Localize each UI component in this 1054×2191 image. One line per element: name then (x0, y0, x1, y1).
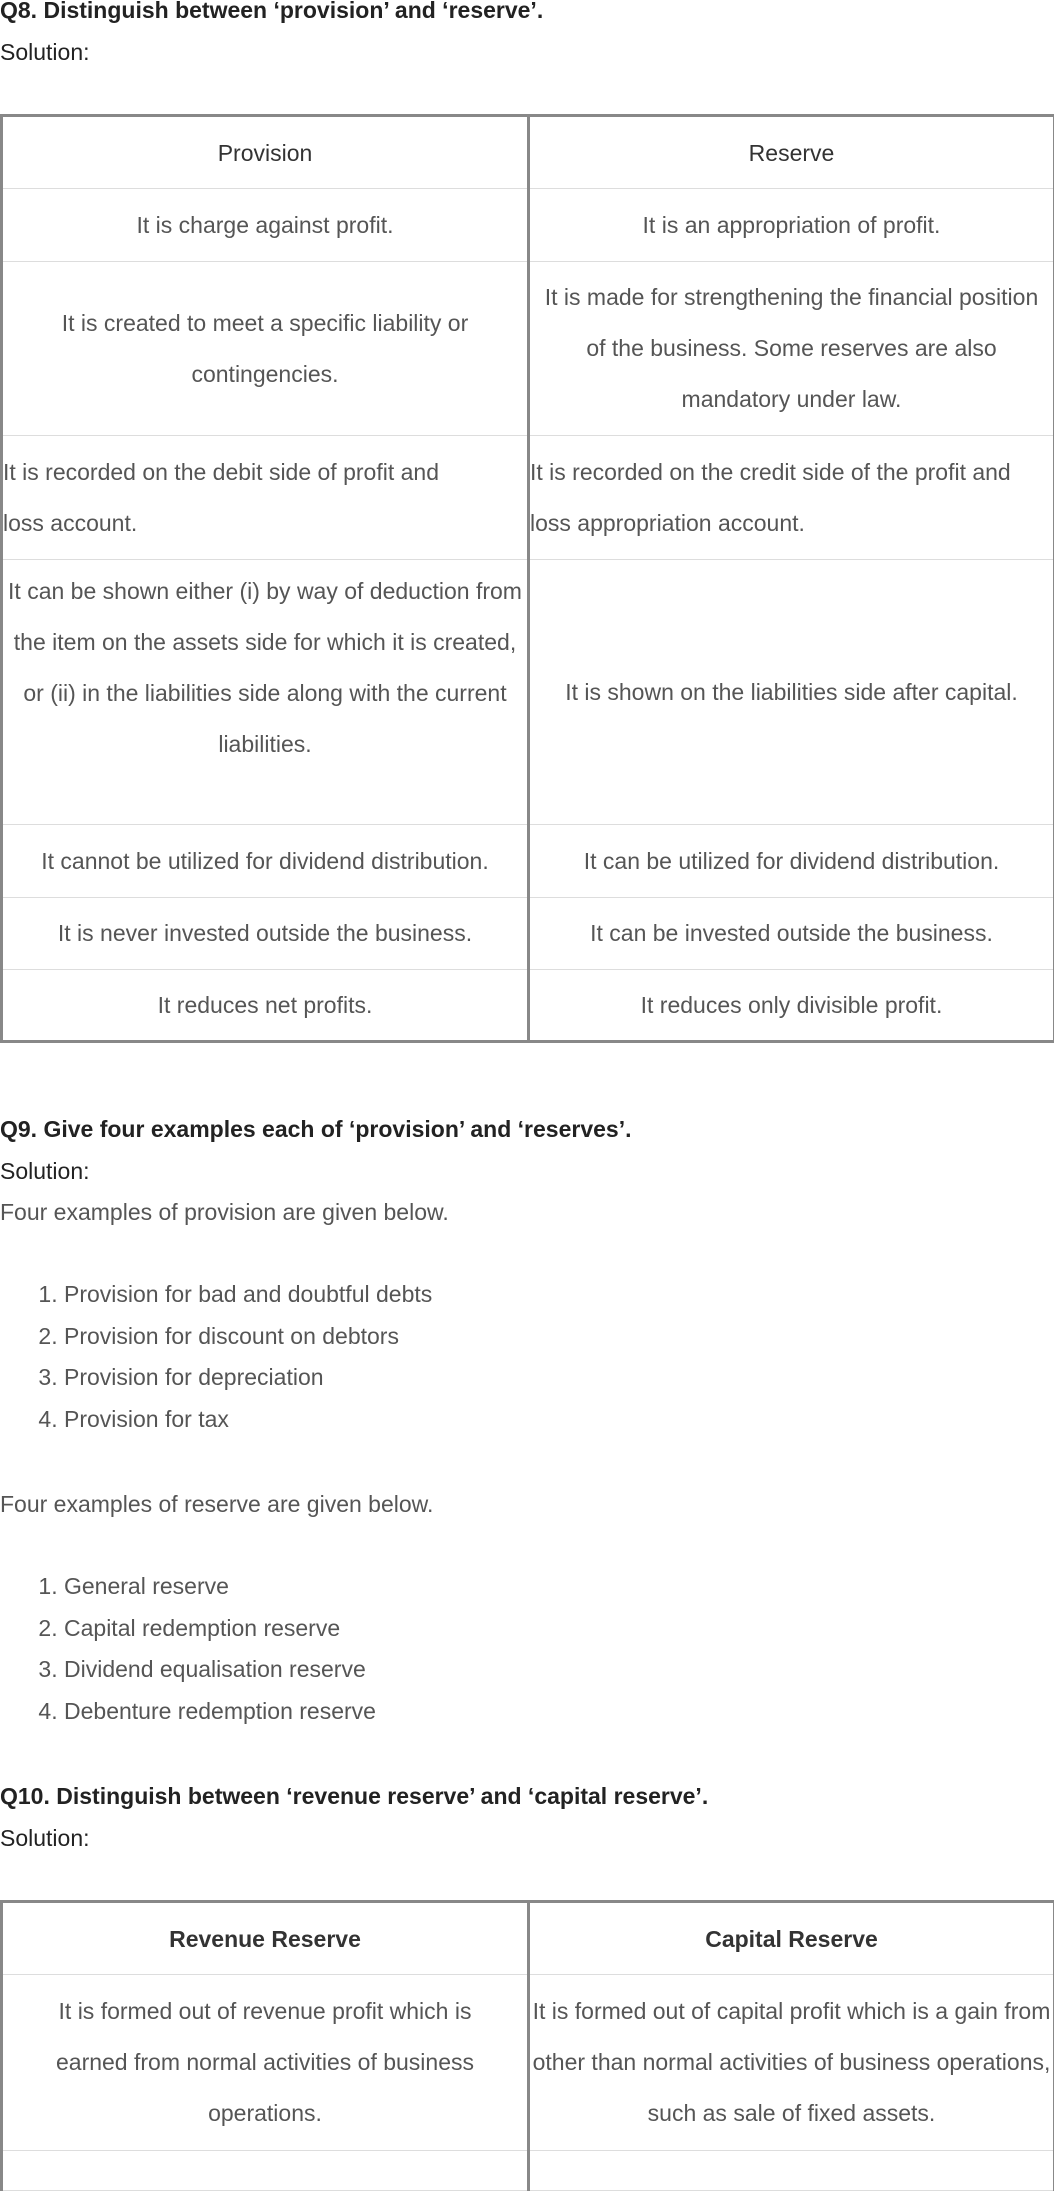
list-item: 3. Provision for depreciation (64, 1357, 432, 1399)
table-header: Revenue Reserve (2, 1902, 529, 1975)
provision-intro: Four examples of provision are given below. (0, 1197, 449, 1227)
table-cell: It is made for strengthening the financial position of the business. Some reserves are also mandatory under law. (529, 262, 1054, 436)
q10-title-text: Distinguish between ‘revenue reserve’ and ‘capital reserve’. (50, 1783, 708, 1809)
table-row (2, 825, 1054, 898)
list-item: 4. Debenture redemption reserve (64, 1691, 376, 1733)
list-item: 1. General reserve (64, 1566, 376, 1608)
table-cell: It is charge against profit. (2, 189, 529, 262)
table-header: Reserve (529, 116, 1054, 189)
q9-title-text: Give four examples each of ‘provision’ and ‘reserves’. (37, 1116, 631, 1142)
table-cell: It can be utilized for dividend distribution. (529, 825, 1054, 898)
q10-solution-label: Solution: (0, 1823, 90, 1853)
table-row (2, 189, 1054, 262)
table-header: Provision (2, 116, 529, 189)
q8-comparison-table (0, 114, 1054, 1043)
q10-comparison-table (0, 1900, 1054, 2191)
table-cell: It is never invested outside the business. (2, 898, 529, 970)
table-row (2, 1975, 1054, 2151)
q9-solution-label: Solution: (0, 1156, 90, 1186)
q8-solution-label: Solution: (0, 37, 90, 67)
list-item: 2. Capital redemption reserve (64, 1608, 376, 1650)
q8-title-text: Distinguish between ‘provision’ and ‘reserve’. (37, 0, 543, 23)
list-item: 3. Dividend equalisation reserve (64, 1649, 376, 1691)
q8-title (0, 0, 543, 25)
list-item: 1. Provision for bad and doubtful debts (64, 1274, 432, 1316)
table-cell: It is formed out of revenue profit which is earned from normal activities of business operations. (2, 1975, 529, 2151)
table-cell: It reduces only divisible profit. (529, 970, 1054, 1042)
table-header-row (2, 1902, 1054, 1975)
list-item: 2. Provision for discount on debtors (64, 1316, 432, 1358)
table-row (2, 970, 1054, 1042)
table-cell: It is an appropriation of profit. (529, 189, 1054, 262)
q9-title (0, 1114, 631, 1144)
table-cell: It is recorded on the debit side of profit and loss account. (2, 436, 529, 560)
provision-examples-list (0, 1274, 432, 1440)
reserve-intro: Four examples of reserve are given below. (0, 1489, 433, 1519)
table-row (2, 262, 1054, 436)
q9-number: Q9. (0, 1116, 37, 1142)
list-item: 4. Provision for tax (64, 1399, 432, 1441)
table-row (2, 436, 1054, 560)
q10-title (0, 1781, 708, 1811)
table-cell: It cannot be utilized for dividend distribution. (2, 825, 529, 898)
table-cell: It is shown on the liabilities side after capital. (529, 560, 1054, 825)
table-cell: It is recorded on the credit side of the profit and loss appropriation account. (529, 436, 1054, 560)
q10-number: Q10. (0, 1783, 50, 1809)
table-cell: It can be invested outside the business. (529, 898, 1054, 970)
table-header: Capital Reserve (529, 1902, 1054, 1975)
table-row (2, 898, 1054, 970)
table-cell: It is created to meet a specific liability or contingencies. (2, 262, 529, 436)
q8-number: Q8. (0, 0, 37, 23)
table-cell: It is formed out of capital profit which is a gain from other than normal activities of business operations, such as sale of fixed assets. (529, 1975, 1054, 2151)
reserve-examples-list (0, 1566, 376, 1732)
table-cell: It can be shown either (i) by way of deduction from the item on the assets side for which it is created, or (ii) in the liabilities side along with the current liabilities. (2, 560, 529, 825)
table-row (2, 560, 1054, 825)
table-header-row (2, 116, 1054, 189)
table-cell: It reduces net profits. (2, 970, 529, 1042)
